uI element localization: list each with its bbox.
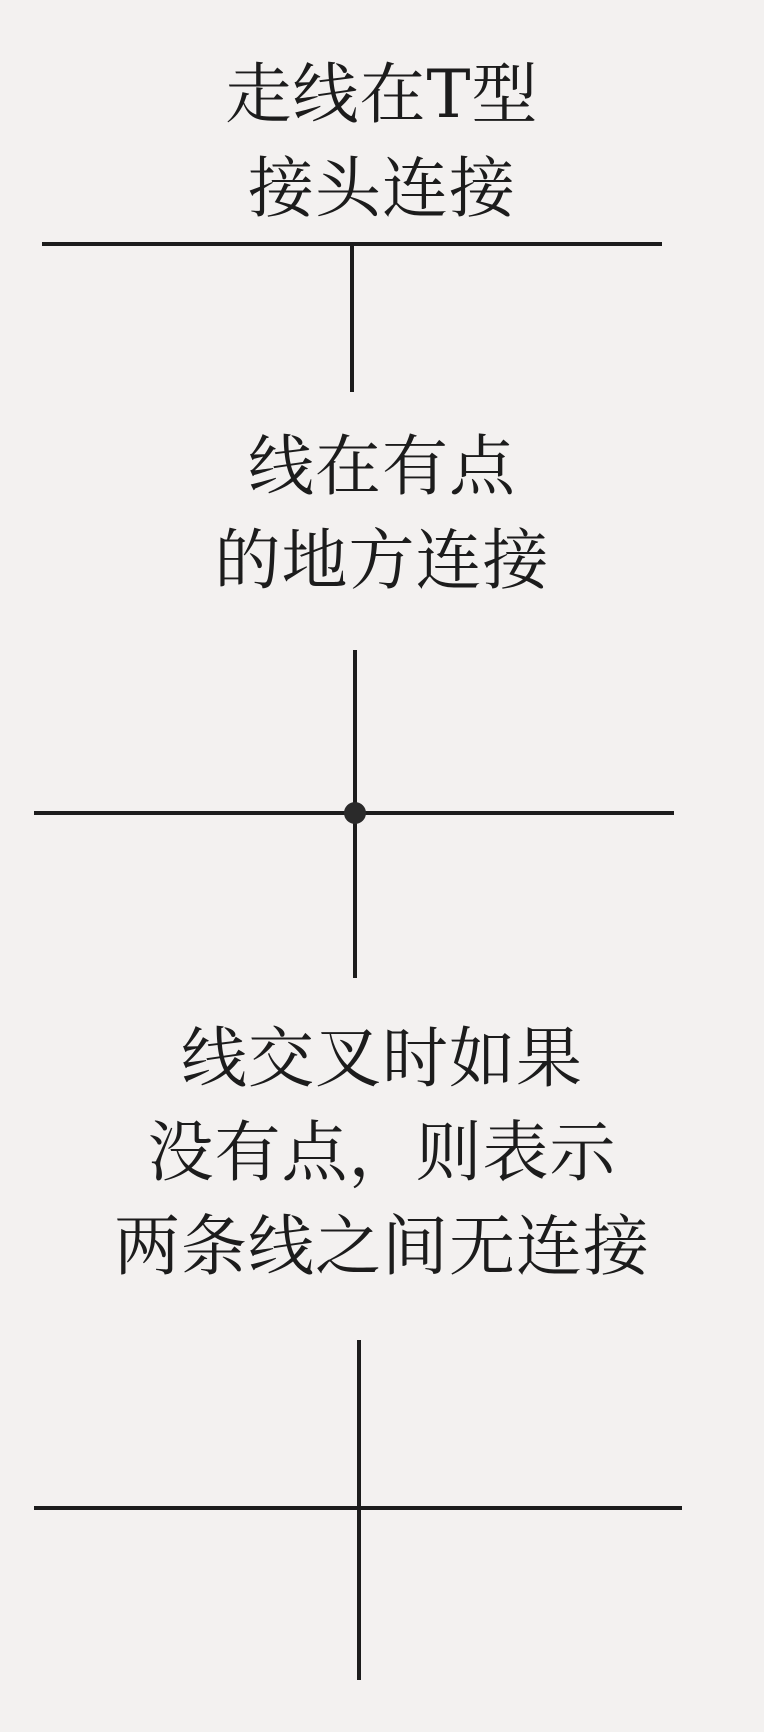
dot-junction-caption-line-1: 线在有点 [248,428,516,505]
crossing-caption-line-1: 线交叉时如果 [181,1020,583,1097]
t-junction-caption-line-2: 接头连接 [248,150,516,227]
junction-dot [344,802,366,824]
no-dot-crossing-symbol [34,1340,682,1680]
crossing-caption-line-3: 两条线之间无连接 [114,1208,650,1285]
crossing-caption-line-2: 没有点，则表示 [147,1114,617,1191]
dot-junction-symbol [34,650,674,978]
dot-junction-caption-line-2: 的地方连接 [214,522,550,599]
t-junction-caption-line-1: 走线在T型 [225,56,539,133]
t-junction-symbol [42,244,662,392]
